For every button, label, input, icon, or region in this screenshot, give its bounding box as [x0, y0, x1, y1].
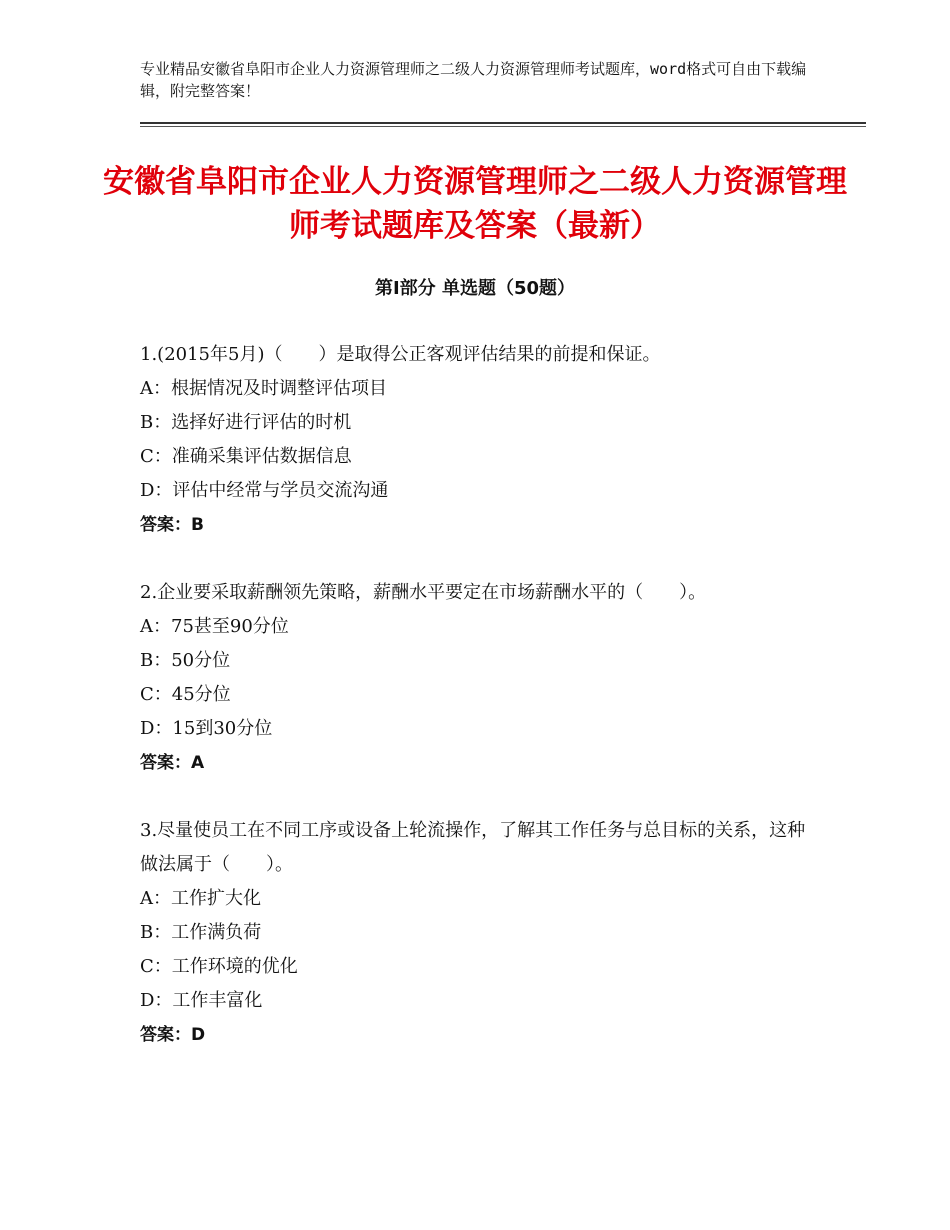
header-divider-thick [140, 122, 866, 124]
option-b: B：选择好进行评估的时机 [140, 412, 352, 433]
option-d: D：工作丰富化 [140, 990, 263, 1011]
question-2 [140, 576, 810, 780]
question-3 [140, 814, 810, 1052]
option-a: A：75甚至90分位 [140, 616, 289, 637]
option-d: D：评估中经常与学员交流沟通 [140, 480, 389, 501]
question-stem: 2.企业要采取薪酬领先策略，薪酬水平要定在市场薪酬水平的（ ）。 [140, 582, 707, 603]
question-1 [140, 338, 810, 542]
option-c: C：准确采集评估数据信息 [140, 446, 352, 467]
question-list [140, 338, 810, 1052]
option-b: B：50分位 [140, 650, 231, 671]
question-stem: 1.(2015年5月)（ ）是取得公正客观评估结果的前提和保证。 [140, 344, 661, 365]
question-spacer [140, 542, 810, 576]
answer-line: 答案：B [140, 515, 204, 535]
option-c: C：45分位 [140, 684, 231, 705]
option-d: D：15到30分位 [140, 718, 273, 739]
option-a: A：根据情况及时调整评估项目 [140, 378, 387, 399]
section-heading: 第Ⅰ部分 单选题（50题） [374, 278, 575, 299]
question-spacer [140, 780, 810, 814]
header-divider-thin [140, 126, 866, 127]
document-title: 安徽省阜阳市企业人力资源管理师之二级人力资源管理师考试题库及答案（最新） [103, 164, 847, 244]
option-b: B：工作满负荷 [140, 922, 262, 943]
option-c: C：工作环境的优化 [140, 956, 298, 977]
answer-line: 答案：D [140, 1025, 206, 1045]
question-stem: 3.尽量使员工在不同工序或设备上轮流操作，了解其工作任务与总目标的关系，这种做法属于（ ）。 [140, 820, 806, 875]
answer-line: 答案：A [140, 753, 205, 773]
option-a: A：工作扩大化 [140, 888, 261, 909]
header-note: 专业精品安徽省阜阳市企业人力资源管理师之二级人力资源管理师考试题库，word格式可自由下载编辑，附完整答案！ [140, 60, 807, 100]
